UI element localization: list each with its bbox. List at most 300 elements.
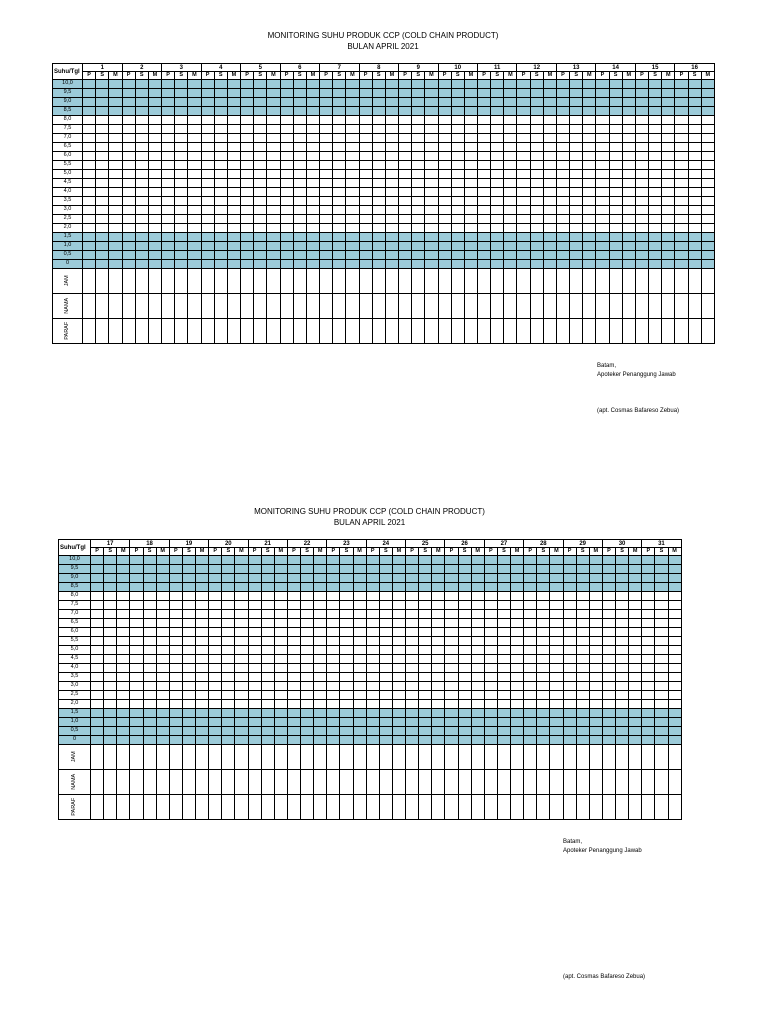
record-cell[interactable]: [438, 294, 451, 319]
temperature-cell[interactable]: [576, 637, 589, 646]
temperature-cell[interactable]: [327, 565, 340, 574]
temperature-cell[interactable]: [267, 197, 280, 206]
temperature-cell[interactable]: [188, 260, 201, 269]
temperature-cell[interactable]: [162, 134, 175, 143]
temperature-cell[interactable]: [280, 260, 293, 269]
temperature-cell[interactable]: [182, 646, 195, 655]
temperature-cell[interactable]: [688, 224, 701, 233]
temperature-cell[interactable]: [340, 673, 353, 682]
temperature-cell[interactable]: [412, 233, 425, 242]
temperature-cell[interactable]: [530, 143, 543, 152]
temperature-cell[interactable]: [563, 682, 576, 691]
temperature-cell[interactable]: [109, 179, 122, 188]
temperature-cell[interactable]: [563, 655, 576, 664]
temperature-cell[interactable]: [188, 179, 201, 188]
temperature-cell[interactable]: [169, 574, 182, 583]
temperature-cell[interactable]: [327, 592, 340, 601]
temperature-cell[interactable]: [530, 107, 543, 116]
temperature-cell[interactable]: [248, 565, 261, 574]
temperature-cell[interactable]: [301, 583, 314, 592]
record-cell[interactable]: [306, 294, 319, 319]
temperature-cell[interactable]: [451, 170, 464, 179]
record-cell[interactable]: [222, 745, 235, 770]
temperature-cell[interactable]: [162, 179, 175, 188]
temperature-cell[interactable]: [642, 718, 655, 727]
temperature-cell[interactable]: [419, 646, 432, 655]
record-cell[interactable]: [451, 319, 464, 344]
temperature-cell[interactable]: [214, 98, 227, 107]
temperature-cell[interactable]: [143, 565, 156, 574]
temperature-cell[interactable]: [616, 682, 629, 691]
temperature-cell[interactable]: [359, 134, 372, 143]
temperature-cell[interactable]: [83, 242, 96, 251]
temperature-cell[interactable]: [477, 260, 490, 269]
record-cell[interactable]: [399, 294, 412, 319]
temperature-cell[interactable]: [642, 619, 655, 628]
temperature-cell[interactable]: [104, 655, 117, 664]
temperature-cell[interactable]: [425, 89, 438, 98]
temperature-cell[interactable]: [104, 700, 117, 709]
temperature-cell[interactable]: [109, 242, 122, 251]
record-cell[interactable]: [188, 319, 201, 344]
temperature-cell[interactable]: [576, 736, 589, 745]
temperature-cell[interactable]: [248, 574, 261, 583]
temperature-cell[interactable]: [287, 601, 300, 610]
temperature-cell[interactable]: [227, 251, 240, 260]
temperature-cell[interactable]: [609, 107, 622, 116]
temperature-cell[interactable]: [96, 188, 109, 197]
record-cell[interactable]: [392, 795, 405, 820]
temperature-cell[interactable]: [130, 574, 143, 583]
temperature-cell[interactable]: [662, 242, 675, 251]
temperature-cell[interactable]: [385, 206, 398, 215]
temperature-cell[interactable]: [235, 565, 248, 574]
temperature-cell[interactable]: [261, 601, 274, 610]
temperature-cell[interactable]: [556, 80, 569, 89]
temperature-cell[interactable]: [616, 637, 629, 646]
temperature-cell[interactable]: [530, 251, 543, 260]
temperature-cell[interactable]: [570, 125, 583, 134]
temperature-cell[interactable]: [399, 152, 412, 161]
temperature-cell[interactable]: [333, 161, 346, 170]
temperature-cell[interactable]: [596, 98, 609, 107]
temperature-cell[interactable]: [524, 628, 537, 637]
temperature-cell[interactable]: [432, 655, 445, 664]
temperature-cell[interactable]: [293, 125, 306, 134]
temperature-cell[interactable]: [504, 215, 517, 224]
temperature-cell[interactable]: [96, 125, 109, 134]
temperature-cell[interactable]: [438, 107, 451, 116]
temperature-cell[interactable]: [524, 709, 537, 718]
record-cell[interactable]: [175, 294, 188, 319]
temperature-cell[interactable]: [162, 98, 175, 107]
temperature-cell[interactable]: [530, 161, 543, 170]
temperature-cell[interactable]: [287, 610, 300, 619]
temperature-cell[interactable]: [517, 251, 530, 260]
temperature-cell[interactable]: [511, 727, 524, 736]
temperature-cell[interactable]: [576, 628, 589, 637]
record-cell[interactable]: [392, 770, 405, 795]
temperature-cell[interactable]: [556, 98, 569, 107]
temperature-cell[interactable]: [314, 556, 327, 565]
temperature-cell[interactable]: [543, 215, 556, 224]
temperature-cell[interactable]: [675, 80, 688, 89]
temperature-cell[interactable]: [248, 619, 261, 628]
record-cell[interactable]: [399, 269, 412, 294]
temperature-cell[interactable]: [148, 170, 161, 179]
temperature-cell[interactable]: [649, 143, 662, 152]
record-cell[interactable]: [248, 745, 261, 770]
temperature-cell[interactable]: [622, 161, 635, 170]
record-cell[interactable]: [458, 745, 471, 770]
temperature-cell[interactable]: [662, 125, 675, 134]
temperature-cell[interactable]: [596, 134, 609, 143]
temperature-cell[interactable]: [333, 188, 346, 197]
temperature-cell[interactable]: [589, 619, 602, 628]
temperature-cell[interactable]: [419, 691, 432, 700]
temperature-cell[interactable]: [419, 727, 432, 736]
temperature-cell[interactable]: [537, 727, 550, 736]
temperature-cell[interactable]: [438, 215, 451, 224]
temperature-cell[interactable]: [477, 242, 490, 251]
record-cell[interactable]: [333, 294, 346, 319]
temperature-cell[interactable]: [320, 233, 333, 242]
record-cell[interactable]: [622, 319, 635, 344]
temperature-cell[interactable]: [596, 251, 609, 260]
temperature-cell[interactable]: [576, 727, 589, 736]
record-cell[interactable]: [346, 319, 359, 344]
record-cell[interactable]: [425, 319, 438, 344]
temperature-cell[interactable]: [235, 592, 248, 601]
temperature-cell[interactable]: [438, 206, 451, 215]
temperature-cell[interactable]: [254, 206, 267, 215]
temperature-cell[interactable]: [91, 700, 104, 709]
temperature-cell[interactable]: [182, 700, 195, 709]
temperature-cell[interactable]: [412, 197, 425, 206]
temperature-cell[interactable]: [517, 215, 530, 224]
temperature-cell[interactable]: [96, 197, 109, 206]
temperature-cell[interactable]: [530, 134, 543, 143]
temperature-cell[interactable]: [550, 583, 563, 592]
temperature-cell[interactable]: [274, 646, 287, 655]
temperature-cell[interactable]: [471, 565, 484, 574]
temperature-cell[interactable]: [668, 646, 681, 655]
temperature-cell[interactable]: [156, 718, 169, 727]
temperature-cell[interactable]: [359, 251, 372, 260]
temperature-cell[interactable]: [662, 215, 675, 224]
temperature-cell[interactable]: [602, 628, 615, 637]
temperature-cell[interactable]: [629, 610, 642, 619]
temperature-cell[interactable]: [445, 637, 458, 646]
temperature-cell[interactable]: [333, 98, 346, 107]
temperature-cell[interactable]: [464, 134, 477, 143]
temperature-cell[interactable]: [550, 682, 563, 691]
temperature-cell[interactable]: [609, 251, 622, 260]
temperature-cell[interactable]: [306, 98, 319, 107]
temperature-cell[interactable]: [254, 260, 267, 269]
temperature-cell[interactable]: [91, 727, 104, 736]
temperature-cell[interactable]: [261, 655, 274, 664]
temperature-cell[interactable]: [635, 188, 648, 197]
temperature-cell[interactable]: [576, 700, 589, 709]
record-cell[interactable]: [188, 294, 201, 319]
temperature-cell[interactable]: [432, 583, 445, 592]
temperature-cell[interactable]: [372, 80, 385, 89]
temperature-cell[interactable]: [117, 700, 130, 709]
temperature-cell[interactable]: [477, 197, 490, 206]
temperature-cell[interactable]: [148, 224, 161, 233]
temperature-cell[interactable]: [340, 718, 353, 727]
temperature-cell[interactable]: [201, 188, 214, 197]
temperature-cell[interactable]: [491, 98, 504, 107]
temperature-cell[interactable]: [477, 206, 490, 215]
temperature-cell[interactable]: [196, 736, 209, 745]
temperature-cell[interactable]: [241, 134, 254, 143]
temperature-cell[interactable]: [622, 134, 635, 143]
temperature-cell[interactable]: [458, 619, 471, 628]
temperature-cell[interactable]: [419, 610, 432, 619]
temperature-cell[interactable]: [432, 637, 445, 646]
record-cell[interactable]: [655, 770, 668, 795]
temperature-cell[interactable]: [583, 188, 596, 197]
temperature-cell[interactable]: [333, 215, 346, 224]
temperature-cell[interactable]: [327, 682, 340, 691]
temperature-cell[interactable]: [293, 251, 306, 260]
temperature-cell[interactable]: [227, 206, 240, 215]
temperature-cell[interactable]: [458, 574, 471, 583]
temperature-cell[interactable]: [254, 215, 267, 224]
temperature-cell[interactable]: [340, 637, 353, 646]
temperature-cell[interactable]: [96, 98, 109, 107]
temperature-cell[interactable]: [688, 251, 701, 260]
temperature-cell[interactable]: [267, 242, 280, 251]
temperature-cell[interactable]: [517, 143, 530, 152]
temperature-cell[interactable]: [353, 655, 366, 664]
record-cell[interactable]: [616, 770, 629, 795]
temperature-cell[interactable]: [425, 80, 438, 89]
temperature-cell[interactable]: [530, 179, 543, 188]
temperature-cell[interactable]: [464, 152, 477, 161]
temperature-cell[interactable]: [320, 125, 333, 134]
temperature-cell[interactable]: [406, 619, 419, 628]
temperature-cell[interactable]: [655, 736, 668, 745]
temperature-cell[interactable]: [412, 179, 425, 188]
temperature-cell[interactable]: [517, 206, 530, 215]
temperature-cell[interactable]: [464, 179, 477, 188]
temperature-cell[interactable]: [162, 197, 175, 206]
temperature-cell[interactable]: [458, 655, 471, 664]
temperature-cell[interactable]: [477, 161, 490, 170]
temperature-cell[interactable]: [668, 565, 681, 574]
temperature-cell[interactable]: [392, 556, 405, 565]
temperature-cell[interactable]: [504, 80, 517, 89]
temperature-cell[interactable]: [280, 224, 293, 233]
temperature-cell[interactable]: [261, 637, 274, 646]
temperature-cell[interactable]: [642, 727, 655, 736]
temperature-cell[interactable]: [550, 619, 563, 628]
temperature-cell[interactable]: [662, 251, 675, 260]
temperature-cell[interactable]: [406, 673, 419, 682]
temperature-cell[interactable]: [274, 628, 287, 637]
temperature-cell[interactable]: [135, 125, 148, 134]
temperature-cell[interactable]: [609, 134, 622, 143]
temperature-cell[interactable]: [293, 143, 306, 152]
record-cell[interactable]: [222, 770, 235, 795]
temperature-cell[interactable]: [267, 233, 280, 242]
temperature-cell[interactable]: [583, 260, 596, 269]
temperature-cell[interactable]: [135, 233, 148, 242]
temperature-cell[interactable]: [122, 251, 135, 260]
temperature-cell[interactable]: [629, 628, 642, 637]
record-cell[interactable]: [261, 745, 274, 770]
temperature-cell[interactable]: [148, 188, 161, 197]
temperature-cell[interactable]: [629, 655, 642, 664]
temperature-cell[interactable]: [517, 188, 530, 197]
temperature-cell[interactable]: [504, 107, 517, 116]
record-cell[interactable]: [425, 269, 438, 294]
temperature-cell[interactable]: [117, 682, 130, 691]
temperature-cell[interactable]: [399, 98, 412, 107]
temperature-cell[interactable]: [156, 565, 169, 574]
temperature-cell[interactable]: [596, 260, 609, 269]
temperature-cell[interactable]: [156, 574, 169, 583]
record-cell[interactable]: [668, 770, 681, 795]
temperature-cell[interactable]: [287, 574, 300, 583]
temperature-cell[interactable]: [385, 188, 398, 197]
temperature-cell[interactable]: [655, 655, 668, 664]
temperature-cell[interactable]: [688, 233, 701, 242]
temperature-cell[interactable]: [445, 691, 458, 700]
record-cell[interactable]: [261, 795, 274, 820]
temperature-cell[interactable]: [406, 736, 419, 745]
temperature-cell[interactable]: [385, 170, 398, 179]
temperature-cell[interactable]: [96, 80, 109, 89]
temperature-cell[interactable]: [451, 89, 464, 98]
temperature-cell[interactable]: [327, 601, 340, 610]
temperature-cell[interactable]: [517, 152, 530, 161]
temperature-cell[interactable]: [385, 116, 398, 125]
temperature-cell[interactable]: [156, 655, 169, 664]
temperature-cell[interactable]: [241, 260, 254, 269]
temperature-cell[interactable]: [196, 709, 209, 718]
temperature-cell[interactable]: [327, 637, 340, 646]
temperature-cell[interactable]: [274, 592, 287, 601]
temperature-cell[interactable]: [675, 134, 688, 143]
temperature-cell[interactable]: [471, 601, 484, 610]
temperature-cell[interactable]: [425, 260, 438, 269]
temperature-cell[interactable]: [130, 664, 143, 673]
temperature-cell[interactable]: [346, 242, 359, 251]
temperature-cell[interactable]: [464, 89, 477, 98]
temperature-cell[interactable]: [340, 727, 353, 736]
temperature-cell[interactable]: [635, 170, 648, 179]
temperature-cell[interactable]: [668, 637, 681, 646]
temperature-cell[interactable]: [320, 152, 333, 161]
temperature-cell[interactable]: [635, 197, 648, 206]
record-cell[interactable]: [451, 269, 464, 294]
temperature-cell[interactable]: [451, 224, 464, 233]
temperature-cell[interactable]: [248, 709, 261, 718]
temperature-cell[interactable]: [169, 691, 182, 700]
temperature-cell[interactable]: [196, 556, 209, 565]
temperature-cell[interactable]: [117, 655, 130, 664]
temperature-cell[interactable]: [222, 646, 235, 655]
temperature-cell[interactable]: [662, 152, 675, 161]
temperature-cell[interactable]: [117, 637, 130, 646]
record-cell[interactable]: [491, 319, 504, 344]
temperature-cell[interactable]: [196, 637, 209, 646]
record-cell[interactable]: [241, 269, 254, 294]
temperature-cell[interactable]: [306, 125, 319, 134]
temperature-cell[interactable]: [477, 134, 490, 143]
temperature-cell[interactable]: [570, 242, 583, 251]
temperature-cell[interactable]: [143, 619, 156, 628]
temperature-cell[interactable]: [162, 233, 175, 242]
record-cell[interactable]: [556, 269, 569, 294]
temperature-cell[interactable]: [629, 637, 642, 646]
temperature-cell[interactable]: [464, 161, 477, 170]
temperature-cell[interactable]: [280, 107, 293, 116]
temperature-cell[interactable]: [556, 152, 569, 161]
record-cell[interactable]: [609, 319, 622, 344]
temperature-cell[interactable]: [458, 583, 471, 592]
temperature-cell[interactable]: [458, 637, 471, 646]
temperature-cell[interactable]: [701, 125, 714, 134]
temperature-cell[interactable]: [635, 242, 648, 251]
temperature-cell[interactable]: [280, 125, 293, 134]
record-cell[interactable]: [227, 269, 240, 294]
temperature-cell[interactable]: [109, 80, 122, 89]
temperature-cell[interactable]: [537, 691, 550, 700]
temperature-cell[interactable]: [491, 143, 504, 152]
record-cell[interactable]: [675, 269, 688, 294]
temperature-cell[interactable]: [622, 116, 635, 125]
temperature-cell[interactable]: [668, 592, 681, 601]
temperature-cell[interactable]: [201, 197, 214, 206]
record-cell[interactable]: [196, 770, 209, 795]
temperature-cell[interactable]: [175, 242, 188, 251]
temperature-cell[interactable]: [314, 664, 327, 673]
temperature-cell[interactable]: [156, 619, 169, 628]
temperature-cell[interactable]: [353, 601, 366, 610]
temperature-cell[interactable]: [550, 718, 563, 727]
temperature-cell[interactable]: [570, 107, 583, 116]
record-cell[interactable]: [497, 745, 510, 770]
temperature-cell[interactable]: [406, 565, 419, 574]
record-cell[interactable]: [511, 795, 524, 820]
temperature-cell[interactable]: [511, 619, 524, 628]
record-cell[interactable]: [629, 770, 642, 795]
temperature-cell[interactable]: [471, 583, 484, 592]
temperature-cell[interactable]: [182, 682, 195, 691]
temperature-cell[interactable]: [254, 107, 267, 116]
temperature-cell[interactable]: [458, 691, 471, 700]
temperature-cell[interactable]: [556, 107, 569, 116]
temperature-cell[interactable]: [91, 736, 104, 745]
record-cell[interactable]: [320, 294, 333, 319]
temperature-cell[interactable]: [188, 80, 201, 89]
temperature-cell[interactable]: [662, 206, 675, 215]
record-cell[interactable]: [214, 319, 227, 344]
temperature-cell[interactable]: [688, 206, 701, 215]
temperature-cell[interactable]: [359, 233, 372, 242]
temperature-cell[interactable]: [162, 224, 175, 233]
temperature-cell[interactable]: [543, 152, 556, 161]
temperature-cell[interactable]: [622, 224, 635, 233]
temperature-cell[interactable]: [280, 170, 293, 179]
temperature-cell[interactable]: [477, 224, 490, 233]
temperature-cell[interactable]: [537, 718, 550, 727]
